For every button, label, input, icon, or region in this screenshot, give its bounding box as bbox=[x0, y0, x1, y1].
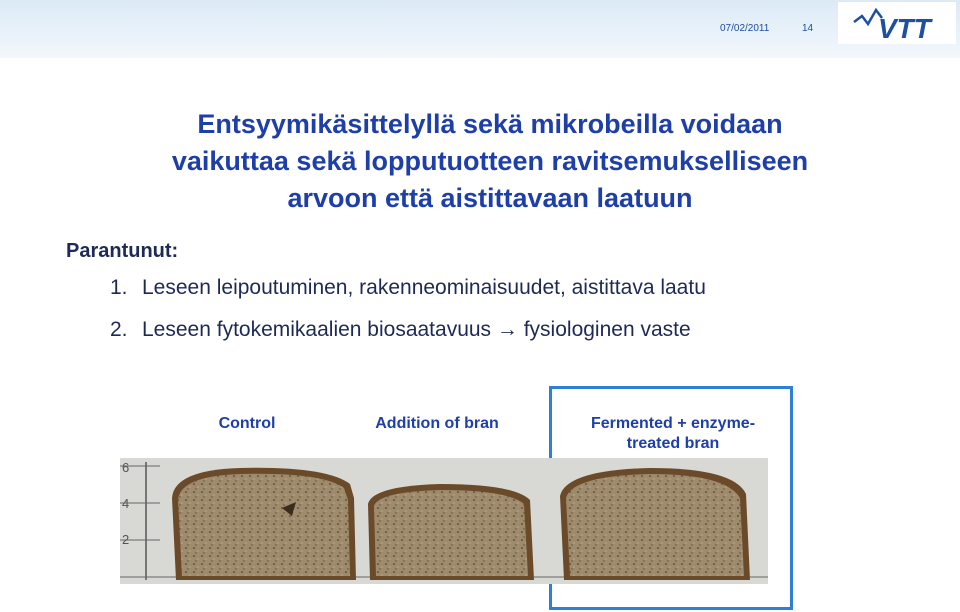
vtt-logo bbox=[838, 2, 956, 44]
ruler-label: 4 bbox=[122, 496, 130, 511]
header-band bbox=[0, 0, 960, 58]
title-line-3: arvoon että aistittavaan laatuun bbox=[287, 183, 693, 213]
ruler-label: 6 bbox=[122, 460, 130, 475]
vtt-logo-text: VTT bbox=[878, 13, 931, 44]
list-item bbox=[110, 276, 706, 300]
caption-fermented-line-2: treated bran bbox=[626, 435, 720, 452]
list-item-number: 2. bbox=[110, 318, 128, 341]
bread-fermented bbox=[566, 474, 744, 576]
list-item bbox=[110, 318, 691, 342]
list-item-text: Leseen leipoutuminen, rakenneominaisuudet, aistittava laatu bbox=[142, 276, 706, 299]
bread-photo bbox=[120, 458, 768, 584]
caption-control: Control bbox=[218, 415, 276, 432]
caption-fermented-line-1: Fermented + enzyme- bbox=[590, 415, 756, 432]
title-line-2: vaikuttaa sekä lopputuotteen ravitsemukselliseen bbox=[171, 146, 809, 176]
slide-date: 07/02/2011 bbox=[720, 23, 770, 34]
slide-page-number: 14 bbox=[802, 23, 814, 34]
bread-control bbox=[178, 474, 350, 576]
slide-title bbox=[110, 106, 870, 217]
list-item-text: Leseen fytokemikaalien biosaatavuus → fysiologinen vaste bbox=[142, 318, 691, 341]
list-item-number: 1. bbox=[110, 276, 128, 299]
title-line-1: Entsyymikäsittelyllä sekä mikrobeilla voidaan bbox=[197, 109, 783, 139]
caption-bran: Addition of bran bbox=[375, 415, 499, 432]
vtt-logo-icon bbox=[838, 2, 956, 44]
caption-fermented bbox=[570, 414, 776, 454]
section-label: Parantunut: bbox=[66, 240, 179, 262]
bread-bran bbox=[374, 490, 528, 576]
ruler-label: 2 bbox=[122, 532, 130, 547]
